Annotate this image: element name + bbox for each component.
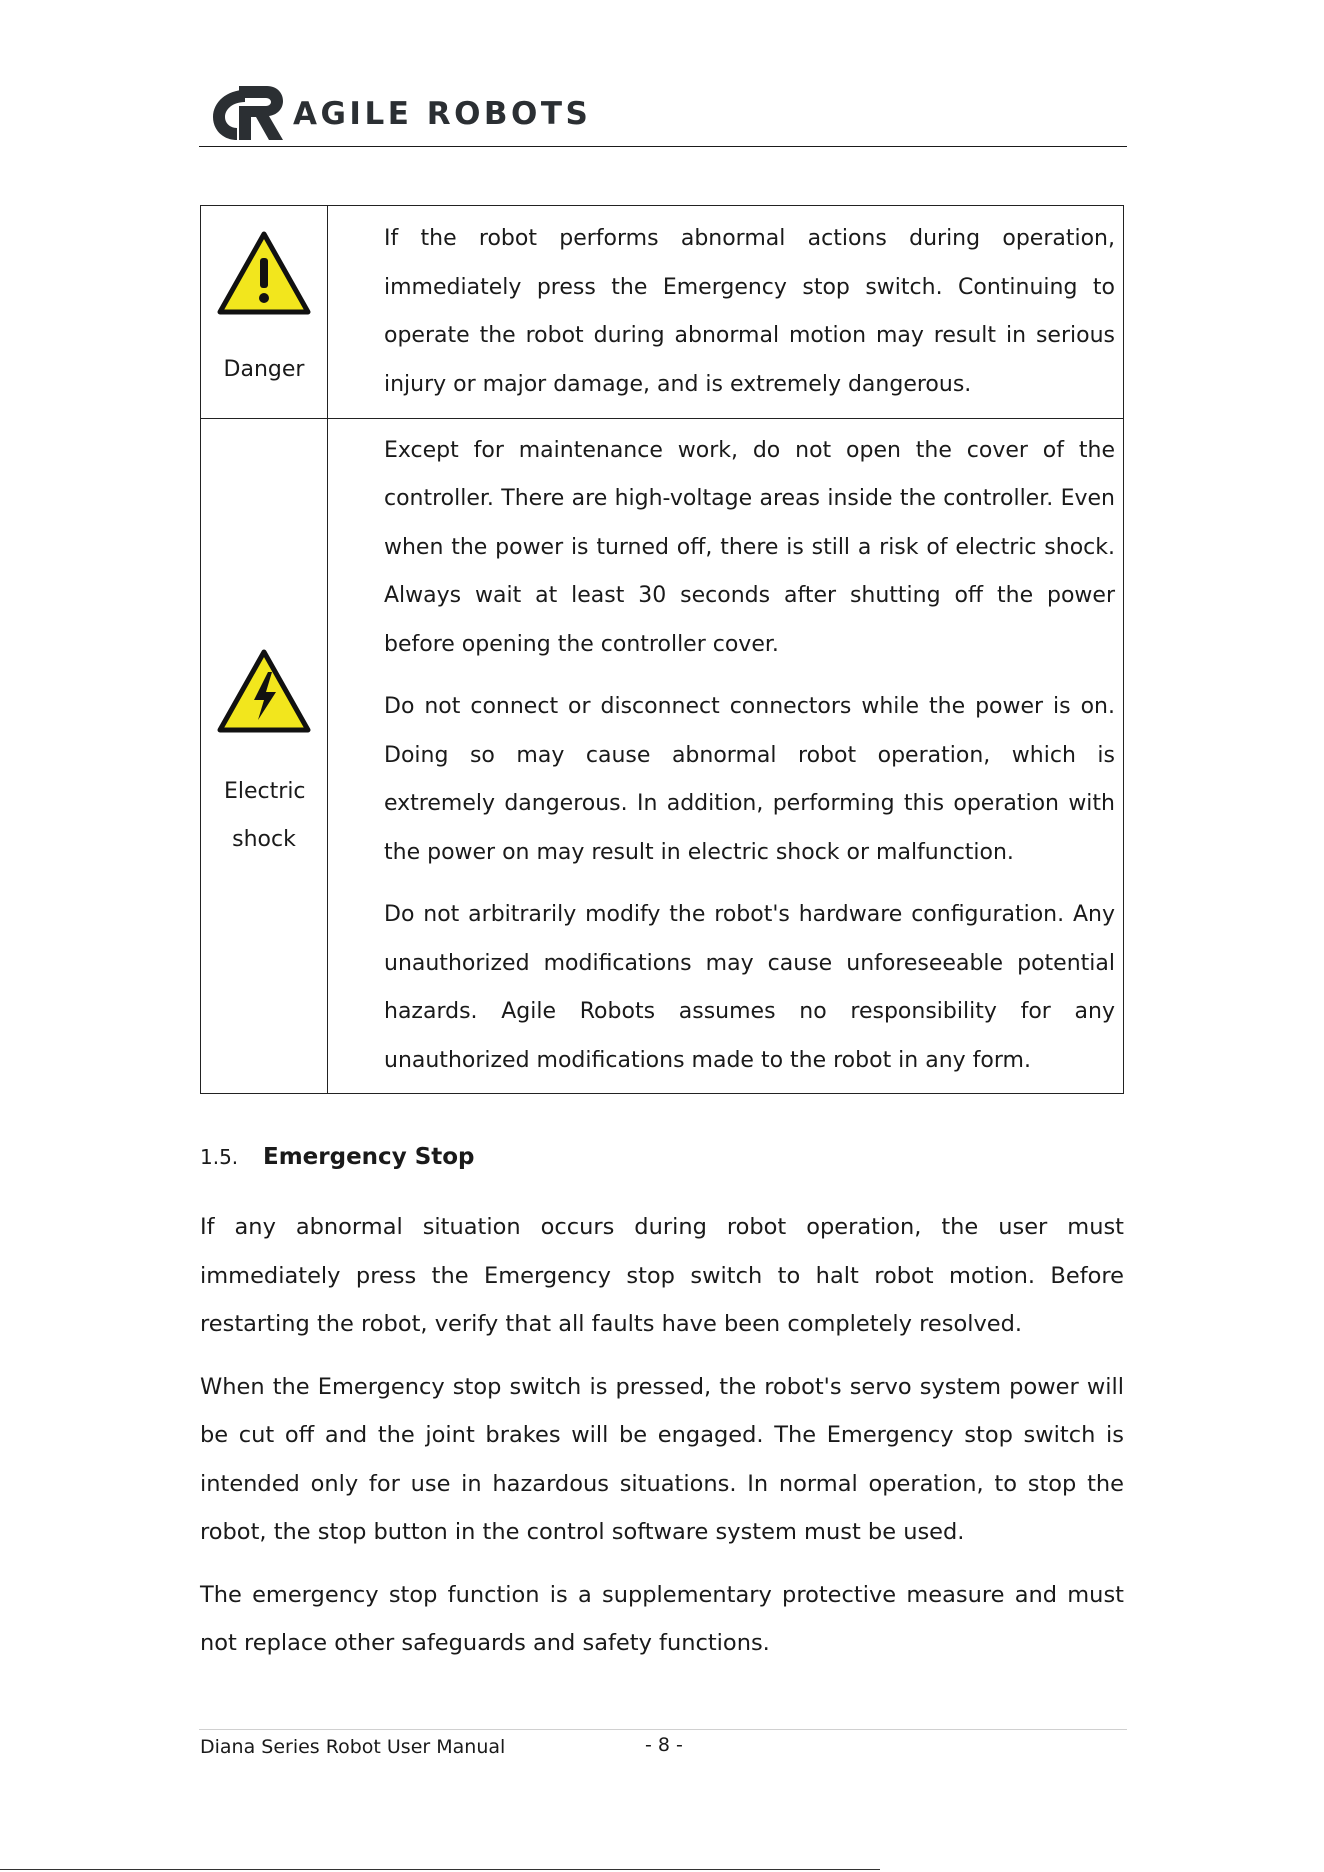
bottom-divider xyxy=(0,1869,880,1870)
section-heading xyxy=(200,1144,475,1170)
electric-shock-label: Electric shock xyxy=(224,779,306,852)
section-title: Emergency Stop xyxy=(263,1144,475,1170)
page-footer xyxy=(199,1729,1127,1770)
footer-page-number: - 8 - xyxy=(645,1734,683,1756)
body-paragraph: The emergency stop function is a supplementary protective measure and must not replace other safeguards and safety functions. xyxy=(200,1581,1124,1656)
table-row-danger xyxy=(201,206,1124,419)
electric-shock-icon-cell xyxy=(201,419,328,1094)
electric-shock-paragraph: Except for maintenance work, do not open the cover of the controller. There are high-voltage areas inside the controller. Even when the power is turned off, there is still a risk of electric shock. Always wait at least 30 seconds after shutting off the power before opening the controller cover. xyxy=(384,437,1115,657)
agile-robots-logo-icon xyxy=(205,80,285,144)
section-number: 1.5. xyxy=(200,1145,239,1169)
section-body xyxy=(200,1203,1124,1668)
electric-shock-icon xyxy=(216,648,312,734)
danger-text-cell xyxy=(328,206,1124,419)
danger-icon-cell xyxy=(201,206,328,419)
electric-shock-text-cell xyxy=(328,419,1124,1094)
safety-warnings-table xyxy=(200,205,1124,1094)
page-header xyxy=(199,78,1127,147)
table-row-electric-shock xyxy=(201,419,1124,1094)
danger-label: Danger xyxy=(223,357,305,382)
body-paragraph: If any abnormal situation occurs during robot operation, the user must immediately press the Emergency stop switch to halt robot motion. Before restarting the robot, verify that all faults have been completely resolved. xyxy=(200,1214,1124,1337)
electric-shock-paragraph: Do not arbitrarily modify the robot's hardware configuration. Any unauthorized modifications may cause unforeseeable potential hazards. Agile Robots assumes no responsibility for any unauthorized modifications made to the robot in any form. xyxy=(384,902,1115,1073)
footer-manual-title: Diana Series Robot User Manual xyxy=(200,1736,506,1758)
body-paragraph: When the Emergency stop switch is pressed, the robot's servo system power will be cut off and the joint brakes will be engaged. The Emergency stop switch is intended only for use in hazardous situations. In normal operation, to stop the robot, the stop button in the control software system must be used. xyxy=(200,1373,1124,1545)
electric-shock-paragraph: Do not connect or disconnect connectors while the power is on. Doing so may cause abnormal robot operation, which is extremely dangerous. In addition, performing this operation with the power on may result in electric shock or malfunction. xyxy=(384,694,1115,865)
danger-paragraph: If the robot performs abnormal actions during operation, immediately press the Emergency stop switch. Continuing to operate the robot during abnormal motion may result in serious injury or major damage, and is extremely dangerous. xyxy=(384,226,1115,397)
logo-text: AGILE ROBOTS xyxy=(293,96,592,132)
warning-triangle-icon xyxy=(216,230,312,316)
